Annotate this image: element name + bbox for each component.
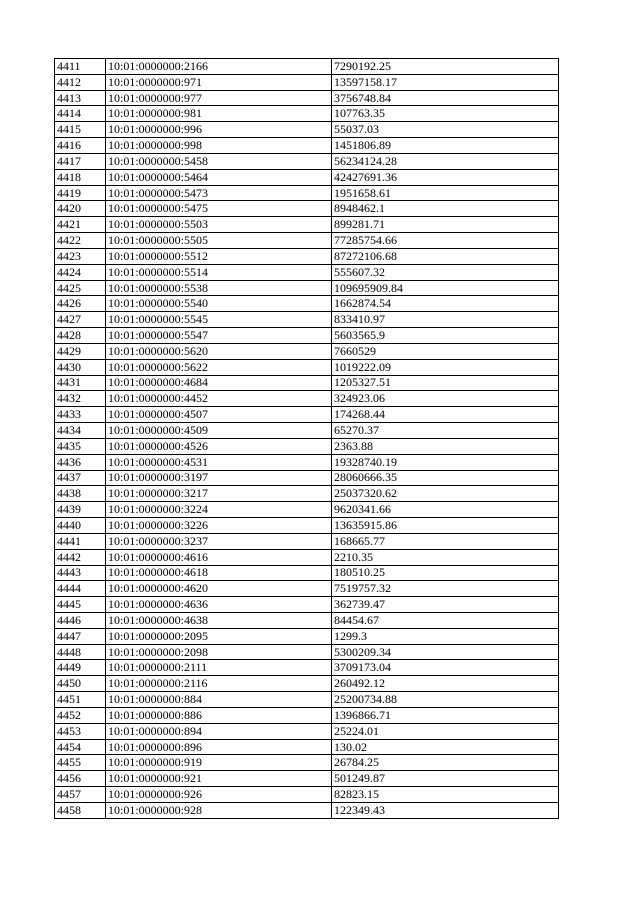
table-row <box>55 138 559 154</box>
value-cell: 13597158.17 <box>332 74 559 90</box>
row-number-cell: 4438 <box>55 486 106 502</box>
row-number-cell: 4444 <box>55 581 106 597</box>
cadastral-number-cell: 10:01:0000000:2095 <box>106 628 332 644</box>
value-cell: 65270.37 <box>332 423 559 439</box>
row-number-cell: 4448 <box>55 644 106 660</box>
value-cell: 174268.44 <box>332 407 559 423</box>
value-cell: 555607.32 <box>332 264 559 280</box>
cadastral-number-cell: 10:01:0000000:3224 <box>106 502 332 518</box>
value-cell: 1662874.54 <box>332 296 559 312</box>
value-cell: 1451806.89 <box>332 138 559 154</box>
value-cell: 1019222.09 <box>332 359 559 375</box>
cadastral-number-cell: 10:01:0000000:996 <box>106 122 332 138</box>
cadastral-number-cell: 10:01:0000000:2166 <box>106 59 332 75</box>
value-cell: 130.02 <box>332 739 559 755</box>
table-row <box>55 169 559 185</box>
value-cell: 3709173.04 <box>332 660 559 676</box>
cadastral-number-cell: 10:01:0000000:5545 <box>106 312 332 328</box>
table-row <box>55 391 559 407</box>
value-cell: 25037320.62 <box>332 486 559 502</box>
row-number-cell: 4412 <box>55 74 106 90</box>
value-cell: 82823.15 <box>332 787 559 803</box>
table-row <box>55 612 559 628</box>
table-row <box>55 660 559 676</box>
value-cell: 109695909.84 <box>332 280 559 296</box>
value-cell: 26784.25 <box>332 755 559 771</box>
row-number-cell: 4427 <box>55 312 106 328</box>
table-row <box>55 407 559 423</box>
table-row <box>55 153 559 169</box>
table-row <box>55 549 559 565</box>
cadastral-number-cell: 10:01:0000000:926 <box>106 787 332 803</box>
row-number-cell: 4424 <box>55 264 106 280</box>
value-cell: 1299.3 <box>332 628 559 644</box>
value-cell: 55037.03 <box>332 122 559 138</box>
data-table <box>54 58 559 819</box>
table-row <box>55 185 559 201</box>
value-cell: 3756748.84 <box>332 90 559 106</box>
value-cell: 501249.87 <box>332 771 559 787</box>
table-body <box>55 59 559 819</box>
table-row <box>55 533 559 549</box>
row-number-cell: 4435 <box>55 438 106 454</box>
table-row <box>55 438 559 454</box>
table-row <box>55 723 559 739</box>
value-cell: 9620341.66 <box>332 502 559 518</box>
table-row <box>55 233 559 249</box>
cadastral-number-cell: 10:01:0000000:884 <box>106 692 332 708</box>
table-row <box>55 597 559 613</box>
table-row <box>55 74 559 90</box>
value-cell: 56234124.28 <box>332 153 559 169</box>
table-row <box>55 90 559 106</box>
table-row <box>55 312 559 328</box>
table-row <box>55 771 559 787</box>
cadastral-number-cell: 10:01:0000000:896 <box>106 739 332 755</box>
row-number-cell: 4445 <box>55 597 106 613</box>
value-cell: 5300209.34 <box>332 644 559 660</box>
table-row <box>55 486 559 502</box>
table-row <box>55 581 559 597</box>
cadastral-number-cell: 10:01:0000000:919 <box>106 755 332 771</box>
cadastral-number-cell: 10:01:0000000:5505 <box>106 233 332 249</box>
cadastral-number-cell: 10:01:0000000:5538 <box>106 280 332 296</box>
value-cell: 833410.97 <box>332 312 559 328</box>
value-cell: 77285754.66 <box>332 233 559 249</box>
row-number-cell: 4454 <box>55 739 106 755</box>
cadastral-number-cell: 10:01:0000000:2111 <box>106 660 332 676</box>
cadastral-number-cell: 10:01:0000000:3217 <box>106 486 332 502</box>
table-row <box>55 518 559 534</box>
table-row <box>55 676 559 692</box>
row-number-cell: 4431 <box>55 375 106 391</box>
row-number-cell: 4449 <box>55 660 106 676</box>
value-cell: 1951658.61 <box>332 185 559 201</box>
cadastral-number-cell: 10:01:0000000:4531 <box>106 454 332 470</box>
row-number-cell: 4421 <box>55 217 106 233</box>
value-cell: 7519757.32 <box>332 581 559 597</box>
cadastral-number-cell: 10:01:0000000:5540 <box>106 296 332 312</box>
table-row <box>55 248 559 264</box>
cadastral-number-cell: 10:01:0000000:2116 <box>106 676 332 692</box>
value-cell: 1205327.51 <box>332 375 559 391</box>
row-number-cell: 4457 <box>55 787 106 803</box>
row-number-cell: 4455 <box>55 755 106 771</box>
cadastral-number-cell: 10:01:0000000:3226 <box>106 518 332 534</box>
table-row <box>55 59 559 75</box>
table-row <box>55 359 559 375</box>
table-row <box>55 343 559 359</box>
value-cell: 28060666.35 <box>332 470 559 486</box>
row-number-cell: 4443 <box>55 565 106 581</box>
table-row <box>55 217 559 233</box>
row-number-cell: 4419 <box>55 185 106 201</box>
table-row <box>55 787 559 803</box>
table-row <box>55 470 559 486</box>
cadastral-number-cell: 10:01:0000000:5622 <box>106 359 332 375</box>
cadastral-number-cell: 10:01:0000000:928 <box>106 802 332 818</box>
value-cell: 42427691.36 <box>332 169 559 185</box>
value-cell: 260492.12 <box>332 676 559 692</box>
table-row <box>55 296 559 312</box>
cadastral-number-cell: 10:01:0000000:998 <box>106 138 332 154</box>
cadastral-number-cell: 10:01:0000000:5473 <box>106 185 332 201</box>
table-row <box>55 802 559 818</box>
row-number-cell: 4416 <box>55 138 106 154</box>
cadastral-number-cell: 10:01:0000000:5475 <box>106 201 332 217</box>
value-cell: 107763.35 <box>332 106 559 122</box>
row-number-cell: 4453 <box>55 723 106 739</box>
value-cell: 7290192.25 <box>332 59 559 75</box>
row-number-cell: 4439 <box>55 502 106 518</box>
table-row <box>55 739 559 755</box>
value-cell: 5603565.9 <box>332 328 559 344</box>
cadastral-number-cell: 10:01:0000000:4618 <box>106 565 332 581</box>
value-cell: 180510.25 <box>332 565 559 581</box>
row-number-cell: 4437 <box>55 470 106 486</box>
row-number-cell: 4436 <box>55 454 106 470</box>
cadastral-number-cell: 10:01:0000000:5464 <box>106 169 332 185</box>
cadastral-number-cell: 10:01:0000000:5547 <box>106 328 332 344</box>
value-cell: 87272106.68 <box>332 248 559 264</box>
cadastral-number-cell: 10:01:0000000:4636 <box>106 597 332 613</box>
value-cell: 899281.71 <box>332 217 559 233</box>
value-cell: 168665.77 <box>332 533 559 549</box>
table-row <box>55 201 559 217</box>
row-number-cell: 4418 <box>55 169 106 185</box>
row-number-cell: 4430 <box>55 359 106 375</box>
cadastral-number-cell: 10:01:0000000:4509 <box>106 423 332 439</box>
cadastral-number-cell: 10:01:0000000:5512 <box>106 248 332 264</box>
table-row <box>55 692 559 708</box>
row-number-cell: 4441 <box>55 533 106 549</box>
cadastral-number-cell: 10:01:0000000:4638 <box>106 612 332 628</box>
table-row <box>55 565 559 581</box>
table-row <box>55 106 559 122</box>
value-cell: 84454.67 <box>332 612 559 628</box>
table-row <box>55 423 559 439</box>
value-cell: 25224.01 <box>332 723 559 739</box>
row-number-cell: 4429 <box>55 343 106 359</box>
value-cell: 1396866.71 <box>332 707 559 723</box>
row-number-cell: 4446 <box>55 612 106 628</box>
cadastral-number-cell: 10:01:0000000:2098 <box>106 644 332 660</box>
row-number-cell: 4414 <box>55 106 106 122</box>
cadastral-number-cell: 10:01:0000000:4616 <box>106 549 332 565</box>
value-cell: 362739.47 <box>332 597 559 613</box>
value-cell: 7660529 <box>332 343 559 359</box>
row-number-cell: 4428 <box>55 328 106 344</box>
row-number-cell: 4422 <box>55 233 106 249</box>
cadastral-number-cell: 10:01:0000000:5620 <box>106 343 332 359</box>
cadastral-number-cell: 10:01:0000000:921 <box>106 771 332 787</box>
cadastral-number-cell: 10:01:0000000:4452 <box>106 391 332 407</box>
row-number-cell: 4411 <box>55 59 106 75</box>
cadastral-number-cell: 10:01:0000000:4507 <box>106 407 332 423</box>
row-number-cell: 4415 <box>55 122 106 138</box>
row-number-cell: 4432 <box>55 391 106 407</box>
value-cell: 2210.35 <box>332 549 559 565</box>
row-number-cell: 4442 <box>55 549 106 565</box>
table-row <box>55 328 559 344</box>
row-number-cell: 4458 <box>55 802 106 818</box>
table-row <box>55 375 559 391</box>
row-number-cell: 4434 <box>55 423 106 439</box>
table-row <box>55 707 559 723</box>
table-row <box>55 264 559 280</box>
row-number-cell: 4433 <box>55 407 106 423</box>
cadastral-number-cell: 10:01:0000000:886 <box>106 707 332 723</box>
table-row <box>55 280 559 296</box>
row-number-cell: 4456 <box>55 771 106 787</box>
row-number-cell: 4450 <box>55 676 106 692</box>
cadastral-number-cell: 10:01:0000000:4684 <box>106 375 332 391</box>
value-cell: 122349.43 <box>332 802 559 818</box>
table-row <box>55 755 559 771</box>
value-cell: 25200734.88 <box>332 692 559 708</box>
cadastral-number-cell: 10:01:0000000:3237 <box>106 533 332 549</box>
row-number-cell: 4423 <box>55 248 106 264</box>
table-row <box>55 122 559 138</box>
cadastral-number-cell: 10:01:0000000:5503 <box>106 217 332 233</box>
row-number-cell: 4440 <box>55 518 106 534</box>
row-number-cell: 4426 <box>55 296 106 312</box>
cadastral-number-cell: 10:01:0000000:5458 <box>106 153 332 169</box>
table-row <box>55 644 559 660</box>
row-number-cell: 4452 <box>55 707 106 723</box>
value-cell: 8948462.1 <box>332 201 559 217</box>
row-number-cell: 4425 <box>55 280 106 296</box>
value-cell: 19328740.19 <box>332 454 559 470</box>
row-number-cell: 4413 <box>55 90 106 106</box>
value-cell: 2363.88 <box>332 438 559 454</box>
cadastral-number-cell: 10:01:0000000:4526 <box>106 438 332 454</box>
cadastral-number-cell: 10:01:0000000:894 <box>106 723 332 739</box>
row-number-cell: 4451 <box>55 692 106 708</box>
table-row <box>55 628 559 644</box>
row-number-cell: 4420 <box>55 201 106 217</box>
cadastral-number-cell: 10:01:0000000:3197 <box>106 470 332 486</box>
table-row <box>55 454 559 470</box>
cadastral-number-cell: 10:01:0000000:981 <box>106 106 332 122</box>
table-row <box>55 502 559 518</box>
row-number-cell: 4417 <box>55 153 106 169</box>
cadastral-number-cell: 10:01:0000000:971 <box>106 74 332 90</box>
cadastral-number-cell: 10:01:0000000:4620 <box>106 581 332 597</box>
cadastral-number-cell: 10:01:0000000:977 <box>106 90 332 106</box>
row-number-cell: 4447 <box>55 628 106 644</box>
cadastral-number-cell: 10:01:0000000:5514 <box>106 264 332 280</box>
value-cell: 324923.06 <box>332 391 559 407</box>
value-cell: 13635915.86 <box>332 518 559 534</box>
